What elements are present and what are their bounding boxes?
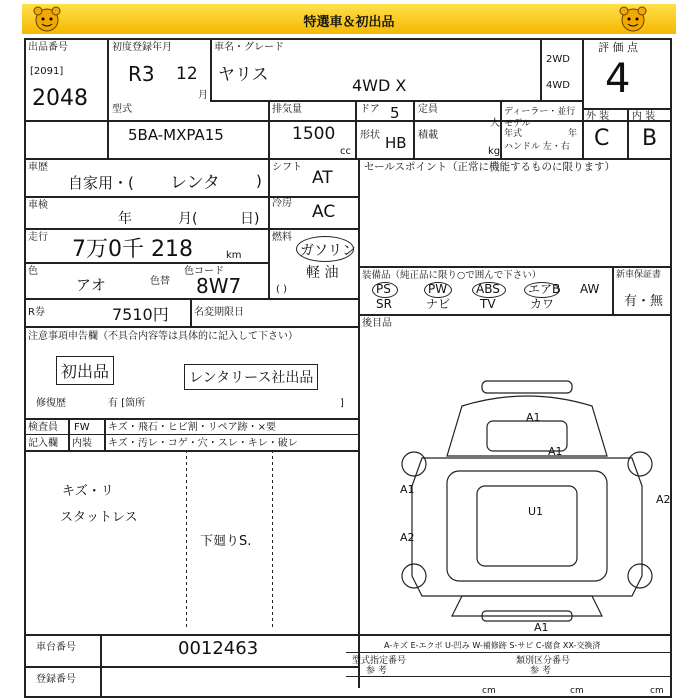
warranty-value: 有・無 [624, 294, 664, 309]
shift-label: シフト [272, 162, 302, 173]
color-code-value: 8W7 [196, 274, 242, 298]
dealer-year-label: 年式 [504, 129, 523, 139]
damage-mark-3: A1 [400, 483, 415, 496]
dim-cm-3: cm [650, 686, 664, 696]
dealer-year-unit: 年 [568, 129, 578, 139]
drive-4wd: 4WD [546, 80, 570, 91]
equip-abs-circle [472, 282, 506, 298]
score-value: 4 [605, 56, 631, 102]
shift-value: AT [312, 168, 333, 188]
ac-value: AC [312, 202, 336, 222]
inspector-label: 検査員 [28, 422, 58, 433]
capacity-label: 定員 [418, 104, 438, 115]
equip-ps: PS [376, 282, 391, 296]
model-name: ヤリス [218, 65, 269, 85]
stamp-rental-lease: レンタリース社出品 [184, 364, 318, 390]
fuel-diesel: 軽 油 [306, 265, 339, 281]
recycle-value: 7510円 [112, 305, 169, 324]
first-reg-label: 初度登録年月 [112, 42, 172, 53]
inspection-day: 日) [240, 211, 260, 227]
legend-text: A-キズ E-エクボ U-凹み W-補修跡 S-サビ C-腐食 XX-交換済 [384, 641, 601, 650]
recycle-label: R券 [28, 307, 45, 318]
history-value: レンタ [170, 173, 220, 193]
remark-line1: キズ・リ [62, 484, 114, 499]
header-bar [22, 4, 676, 34]
entry-code: 内装 [72, 438, 92, 449]
rear-seat-label: 後目品 [362, 318, 392, 329]
type-label: 型式 [112, 104, 132, 115]
shape-label: 形状 [360, 130, 380, 141]
shape-value: HB [385, 134, 407, 152]
damage-mark-4: A2 [656, 493, 671, 506]
mileage-value: 7万0千 218 [72, 237, 193, 262]
equip-ps-circle [372, 282, 398, 298]
exterior-label: 外 装 [586, 111, 610, 122]
mascot-left-icon [32, 5, 62, 33]
damage-mark-5: A2 [400, 531, 415, 544]
interior-value: B [642, 126, 658, 151]
equip-leather: カワ [530, 297, 555, 311]
first-reg-month: 12 [176, 64, 198, 84]
mileage-label: 走行 [28, 232, 48, 243]
model-spec-label: 型式指定番号 [352, 656, 407, 666]
remark-line2: スタットレス [60, 510, 138, 525]
displacement-value: 1500 [292, 124, 336, 144]
interior-label: 内 装 [632, 111, 656, 122]
fuel-selected-circle [296, 236, 354, 262]
damage-mark-6: A1 [534, 621, 549, 634]
damage-mark-1: A1 [526, 411, 541, 424]
equip-airbag-circle [524, 282, 560, 298]
equip-tv: TV [480, 297, 496, 311]
lot-number: 2048 [32, 86, 88, 111]
header-title: 特選車＆初出品 [303, 15, 395, 30]
ac-label: 冷房 [272, 198, 292, 209]
inspection-year: 年 [118, 211, 132, 227]
inspector-code: FW [74, 422, 90, 433]
entry-label: 記入欄 [28, 438, 58, 449]
plate-label: 登録番号 [36, 674, 76, 685]
mileage-unit: km [226, 250, 242, 261]
equip-airbag: エアB [528, 282, 561, 296]
color-value: アオ [76, 276, 106, 294]
fuel-gasoline: ガソリン [300, 243, 356, 259]
class-label: 類別区分番号 [516, 656, 571, 666]
equip-pw-circle [424, 282, 452, 298]
entry-items: キズ・汚レ・コゲ・穴・スレ・キレ・破レ [108, 438, 298, 449]
equip-abs: ABS [476, 282, 500, 296]
lot-sub: [2091] [30, 66, 64, 77]
class-sub: 参 考 [530, 666, 551, 676]
inspection-month: 月( [178, 211, 198, 227]
dealer-model-label: モデル [504, 119, 531, 129]
lot-label: 出品番号 [28, 42, 68, 53]
stamp-first-listing: 初出品 [56, 356, 114, 385]
history-prefix: 自家用・( [68, 174, 134, 192]
remark-line3: 下廻りS. [200, 534, 252, 549]
notes-label: 注意事項申告欄（不具合内容等は具体的に記入して下さい） [28, 331, 298, 342]
damage-mark-2: A1 [548, 445, 563, 458]
doors-value: 5 [390, 104, 400, 122]
repair-label: 修復歴 [36, 398, 66, 409]
equipment-grid [366, 282, 606, 312]
history-label: 車歴 [28, 162, 48, 173]
color-code-label: 色コード [184, 266, 224, 277]
exterior-value: C [594, 126, 610, 151]
load-label: 積載 [418, 130, 438, 141]
name-change-label: 名変期限日 [194, 307, 244, 318]
damage-mark-7: U1 [528, 505, 544, 518]
chassis-value: 0012463 [178, 638, 259, 659]
color-label: 色 [28, 266, 38, 277]
displacement-label: 排気量 [272, 104, 302, 115]
inspection-label: 車検 [28, 200, 48, 211]
dealer-label: ディーラー・並行 [504, 107, 576, 117]
dim-cm-1: cm [482, 686, 496, 696]
equipment-label: 装備品（純正品に限り○で囲んで下さい） [362, 270, 542, 281]
displacement-unit: cc [340, 146, 351, 157]
color-tone-label: 色替 [150, 276, 170, 287]
score-label: 評 価 点 [598, 41, 638, 54]
inspector-items: キズ・飛石・ヒビ割・リペア跡・×要 [108, 422, 276, 433]
model-spec-sub: 参 考 [366, 666, 387, 676]
model-grade: 4WD X [352, 76, 407, 95]
repair-close: ] [340, 398, 344, 409]
dim-cm-2: cm [570, 686, 584, 696]
fuel-label: 燃料 [272, 232, 292, 243]
warranty-label: 新車保証書 [616, 270, 662, 280]
type-value: 5BA-MXPA15 [128, 126, 224, 144]
sales-label: セールスポイント（正常に機能するものに限ります） [364, 161, 616, 173]
dealer-handle: ハンドル 左・右 [504, 142, 570, 152]
drive-2wd: 2WD [546, 54, 570, 65]
doors-label: ドア [360, 104, 380, 115]
equip-aw: AW [580, 282, 600, 296]
chassis-label: 車台番号 [36, 642, 76, 653]
capacity-unit: 人 [490, 118, 500, 129]
first-reg-era: R3 [128, 62, 155, 86]
history-suffix: ) [256, 172, 262, 190]
repair-value: 有 [箇所 [108, 398, 146, 409]
equip-navi: ナビ [426, 297, 451, 311]
first-reg-unit: 月 [198, 90, 208, 101]
equip-sr: SR [376, 297, 392, 311]
model-label: 車名・グレード [214, 42, 284, 53]
load-unit: kg [488, 146, 501, 157]
mascot-right-icon [618, 5, 648, 33]
fuel-other: ( ) [276, 284, 287, 295]
equip-pw: PW [428, 282, 448, 296]
